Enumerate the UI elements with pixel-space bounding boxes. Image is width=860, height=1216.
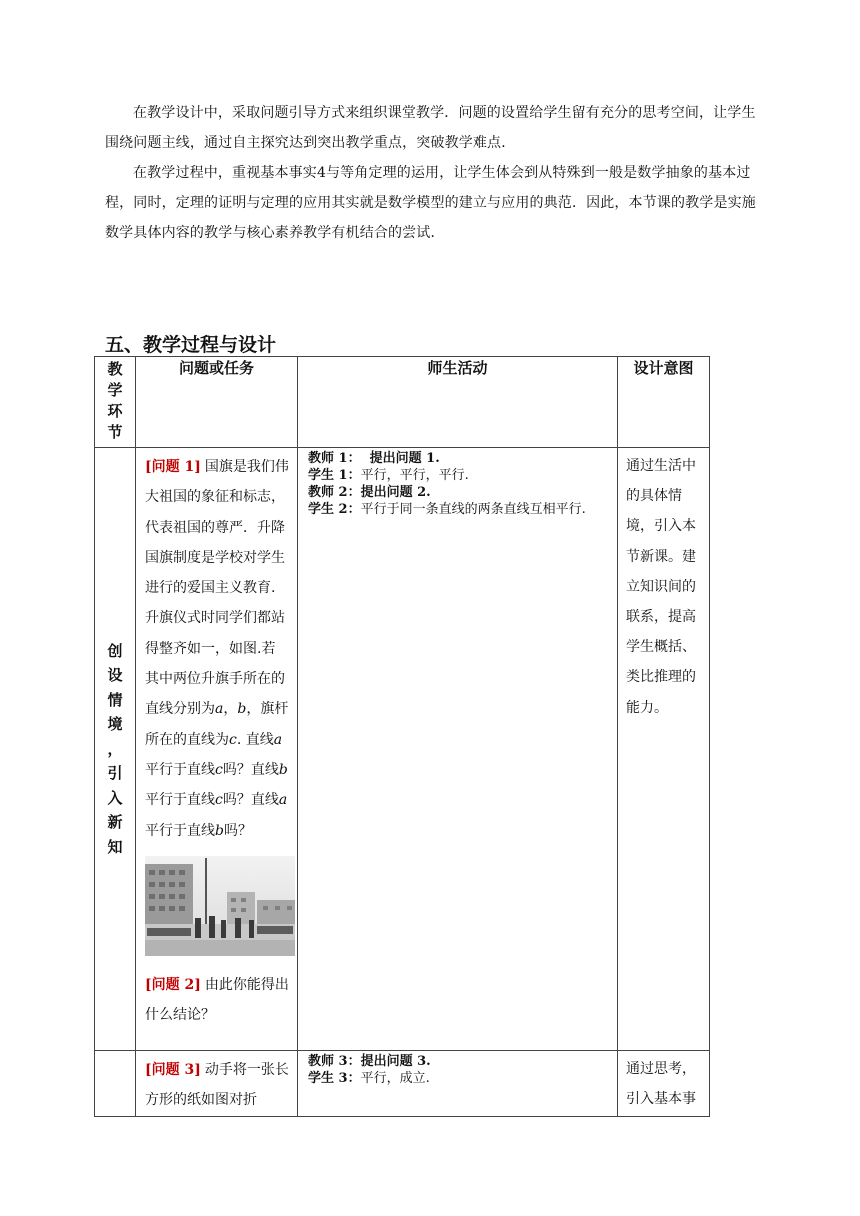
activity-cell [298, 1051, 618, 1117]
activity-line: 学生 1：平行，平行，平行. [308, 468, 469, 483]
flag-raising-photo [145, 856, 295, 956]
task-cell [136, 448, 298, 1051]
activity-line: 教师 1： 提出问题 1. [308, 451, 440, 466]
question-2-text: 由此你能得出什么结论？ [145, 976, 289, 1024]
header-intent: 设计意图 [618, 357, 710, 448]
header-activity: 师生活动 [298, 357, 618, 448]
table-row [95, 1051, 710, 1117]
question-3-tag: [问题 3] [145, 1062, 201, 1078]
intent-cell: 通过生活中的具体情境，引入本节新课。建立知识间的联系，提高学生概括、类比推理的能力。 [618, 448, 710, 1051]
activity-line: 教师 3：提出问题 3. [308, 1054, 431, 1069]
activity-line: 学生 3：平行，成立. [308, 1071, 430, 1086]
intent-cell: 通过思考，引入基本事 [618, 1051, 710, 1117]
stage-cell [95, 1051, 136, 1117]
header-task: 问题或任务 [136, 357, 298, 448]
paragraph-teaching-process: 在教学过程中，重视基本事实4与等角定理的运用，让学生体会到从特殊到一般是数学抽象的基本过程，同时，定理的证明与定理的应用其实就是数学模型的建立与应用的典范．因此，本节课的教学是实施数学具体内容的教学与核心素养教学有机结合的尝试． [105, 165, 756, 241]
table-row [95, 448, 710, 1051]
activity-line: 学生 2：平行于同一条直线的两条直线互相平行. [308, 502, 586, 517]
question-2-tag: [问题 2] [145, 976, 201, 993]
question-1-tag: [问题 1] [145, 459, 201, 475]
paragraph-design-approach: 在教学设计中，采取问题引导方式来组织课堂教学．问题的设置给学生留有充分的思考空间，让学生围绕问题主线，通过自主探究达到突出教学重点，突破教学难点． [105, 105, 756, 151]
section-title: 五、教学过程与设计 [105, 334, 277, 356]
activity-cell [298, 448, 618, 1051]
question-1-text: 国旗是我们伟大祖国的象征和标志，代表祖国的尊严．升降国旗制度是学校对学生进行的爱国主义教育.升旗仪式时同学们都站得整齐如一，如图.若其中两位升旗手所在的直线分别为a，b，旗杆所在的直线为c. 直线a平行于直线c吗？直线b平行于直线c吗？直线a平行于直线b吗？ [145, 459, 289, 839]
question-3-text: 动手将一张长方形的纸如图对折 [145, 1062, 289, 1109]
task-cell [136, 1051, 298, 1117]
table-header-row [95, 357, 710, 448]
lesson-table [94, 356, 710, 1117]
stage-cell: 创 设 情 境 ， 引 入 新 知 [95, 448, 136, 1051]
header-stage: 教 学 环 节 [95, 357, 136, 448]
activity-line: 教师 2：提出问题 2. [308, 485, 431, 500]
